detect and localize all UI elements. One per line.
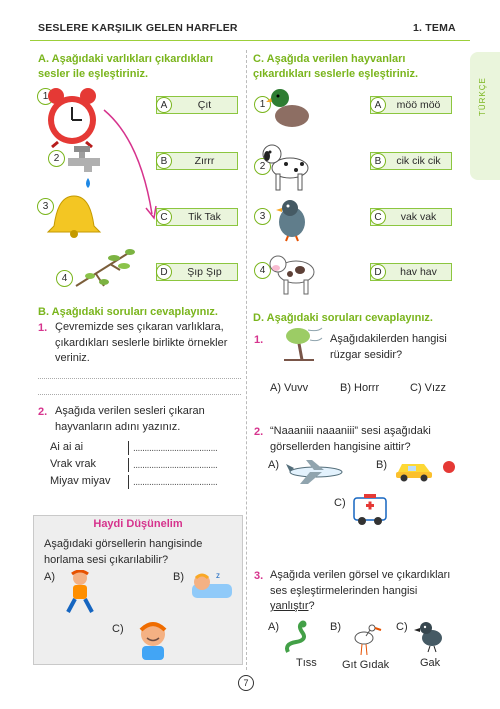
caption-snake: Tıss [296,657,317,669]
page-number: 7 [238,675,254,691]
option-text: Çıt [197,99,212,111]
header-divider [30,40,470,41]
option-d-hav [370,263,452,281]
section-b-title: B. Aşağıdaki soruları cevaplayınız. [38,306,218,318]
question-b1-number: 1. [38,322,48,334]
option-letter: C [156,209,172,225]
choice-a-label: A) [268,459,279,471]
option-c-tiktak [156,208,238,226]
matching-arrow [100,100,160,225]
sound-label-ai: Ai ai ai [50,441,84,453]
question-d3-underlined: yanlıştır [270,600,309,612]
bell-icon [44,192,104,238]
choice-b-label: B) [376,459,387,471]
option-letter: A [370,97,386,113]
answer-line[interactable] [38,378,241,379]
sound-label-miyav: Miyav miyav [50,475,111,487]
answer-c-vizz[interactable]: C) Vızz [410,382,447,394]
section-d-title: D. Aşağıdaki soruları cevaplayınız. [253,312,433,324]
question-d1-text: Aşağıdakilerden hangisi rüzgar sesidir? [330,333,447,361]
option-letter: C [370,209,386,225]
option-a-moo [370,96,452,114]
question-b2-number: 2. [38,406,48,418]
smiling-boy-icon [132,618,174,662]
option-text: Tik Tak [188,211,221,223]
thinking-box-question: Aşağıdaki görsellerin hangisinde horlama sesi çıkarılabilir? [44,538,203,566]
option-d-sipsip [156,263,238,281]
option-text: Zırrr [194,155,215,167]
row-separator [128,441,129,455]
item-number-3: 3 [37,198,54,215]
sleeping-child-icon [188,568,236,602]
airplane-icon [286,458,344,486]
option-letter: B [370,153,386,169]
choice-a-label: A) [268,621,279,633]
crow-icon [414,618,448,654]
question-d1-number: 1. [254,334,264,346]
stork-icon [346,620,382,656]
caption-stork: Gıt Gıdak [342,659,390,671]
question-d2-number: 2. [254,426,264,438]
option-text: vak vak [400,211,437,223]
option-b-cik [370,152,452,170]
option-text: möö möö [396,99,441,111]
page-header-title: SESLERE KARŞILIK GELEN HARFLER [38,22,238,34]
choice-c-label: C) [112,623,124,635]
item-number-4: 4 [56,270,73,287]
snake-icon [282,620,312,656]
option-letter: B [156,153,172,169]
red-fruit-icon [442,460,456,474]
windy-tree-icon [278,324,324,364]
ambulance-icon [350,490,390,528]
answer-blank[interactable]: ..................................... [133,460,218,471]
sparrow-icon [270,196,314,242]
choice-c-label: C) [396,621,408,633]
choice-b-label: B) [330,621,341,633]
subject-tab-label: TÜRKÇE [478,77,487,116]
item-number-1: 1 [37,88,54,105]
dalmatian-dog-icon [258,138,316,194]
duck-icon [266,84,312,130]
row-separator [128,458,129,472]
answer-b-horrr[interactable]: B) Horrr [340,382,380,394]
alarm-clock-icon [42,86,102,148]
sound-label-vrak: Vrak vrak [50,458,97,470]
question-d3-text-after: ? [308,600,315,612]
option-letter: A [156,97,172,113]
answer-blank[interactable]: ..................................... [133,477,218,488]
running-boy-icon [62,570,100,616]
choice-c-label: C) [334,497,346,509]
answer-a-vuvv[interactable]: A) Vuvv [270,382,309,394]
option-text: hav hav [400,266,437,278]
animal-number-2: 2 [254,158,271,175]
option-a-cit [156,96,238,114]
option-c-vak [370,208,452,226]
row-separator [128,475,129,489]
answer-line[interactable] [38,394,241,395]
section-c-title: C. Aşağıda verilen hayvanları çıkardıkları seslerle eşleştiriniz. [253,53,419,80]
thinking-box-title: Haydi Düşünelim [93,518,183,530]
question-b2-text: Aşağıda verilen sesleri çıkaran hayvanların adını yazınız. [55,405,205,433]
question-d3-text-before: Aşağıda verilen görsel ve çıkardıkları ses eşleştirmelerinden hangisi [270,569,451,597]
taxi-car-icon [394,456,434,482]
tree-branch-icon [74,246,136,290]
svg-text:z: z [216,571,220,580]
section-a-title: A. Aşağıdaki varlıkları çıkardıkları sesler ile eşleştiriniz. [38,53,214,80]
question-b1-text: Çevremizde ses çıkaran varlıklara, çıkardıkları seslerle birlikte örnekler veriniz. [55,321,228,364]
theme-label: 1. TEMA [413,22,456,34]
animal-number-3: 3 [254,208,271,225]
option-b-zirrr [156,152,238,170]
column-divider [246,50,247,670]
item-number-2: 2 [48,150,65,167]
cow-icon [266,250,318,296]
animal-number-1: 1 [254,96,271,113]
question-d2-text: “Naaaniii naaaniii” sesi aşağıdaki görsellerden hangisine aittir? [270,425,431,453]
choice-b-label: B) [173,571,184,583]
option-letter: D [370,264,386,280]
subject-tab [470,52,500,180]
caption-crow: Gak [420,657,441,669]
option-text: cik cik cik [396,155,441,167]
option-text: Şıp Şıp [187,266,222,278]
option-letter: D [156,264,172,280]
choice-a-label: A) [44,571,55,583]
question-d3-text [270,568,465,615]
answer-blank[interactable]: ..................................... [133,443,218,454]
animal-number-4: 4 [254,262,271,279]
question-d3-number: 3. [254,570,264,582]
